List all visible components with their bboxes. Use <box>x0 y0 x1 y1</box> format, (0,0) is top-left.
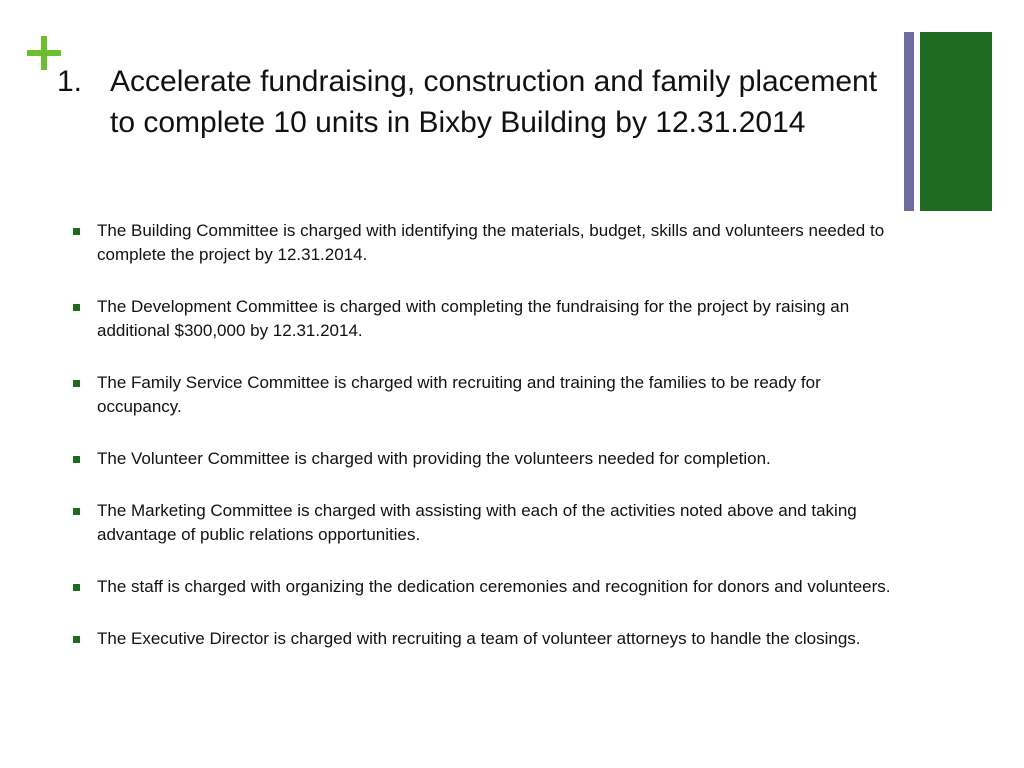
bullet-square-icon <box>72 371 97 419</box>
bullet-square-icon <box>72 575 97 599</box>
bullet-text: The Development Committee is charged with completing the fundraising for the project by raising an additional $300,000 by 12.31.2014. <box>97 297 850 340</box>
bullet-square-icon <box>72 627 97 651</box>
accent-bars <box>904 32 992 211</box>
bullet-square-icon <box>72 499 97 547</box>
title-text: Accelerate fundraising, construction and family placement to complete 10 units in Bixby Building by 12.31.2014 <box>110 65 878 139</box>
bullet-text: The staff is charged with organizing the dedication ceremonies and recognition for donors and volunteers. <box>97 577 891 596</box>
bullet-text: The Building Committee is charged with identifying the materials, budget, skills and volunteers needed to complete the project by 12.31.2014. <box>97 221 885 264</box>
bullet-item <box>72 295 892 343</box>
bullet-text: The Executive Director is charged with recruiting a team of volunteer attorneys to handle the closings. <box>97 629 861 648</box>
accent-bar-wide <box>920 32 992 211</box>
bullet-item <box>72 447 892 471</box>
bullet-text: The Marketing Committee is charged with assisting with each of the activities noted above and taking advantage of public relations opportunities. <box>97 501 857 544</box>
plus-icon-vertical <box>41 36 47 70</box>
bullet-square-icon <box>72 447 97 471</box>
bullet-item <box>72 499 892 547</box>
slide-title <box>57 61 897 143</box>
title-number: 1. <box>57 65 83 98</box>
bullet-text: The Family Service Committee is charged with recruiting and training the families to be ready for occupancy. <box>97 373 821 416</box>
plus-icon <box>27 36 61 70</box>
bullet-list <box>72 219 892 679</box>
bullet-square-icon <box>72 219 97 267</box>
bullet-item <box>72 219 892 267</box>
bullet-item <box>72 371 892 419</box>
accent-bar-slim <box>904 32 914 211</box>
bullet-item <box>72 575 892 599</box>
bullet-item <box>72 627 892 651</box>
bullet-square-icon <box>72 295 97 343</box>
bullet-text: The Volunteer Committee is charged with providing the volunteers needed for completion. <box>97 449 771 468</box>
